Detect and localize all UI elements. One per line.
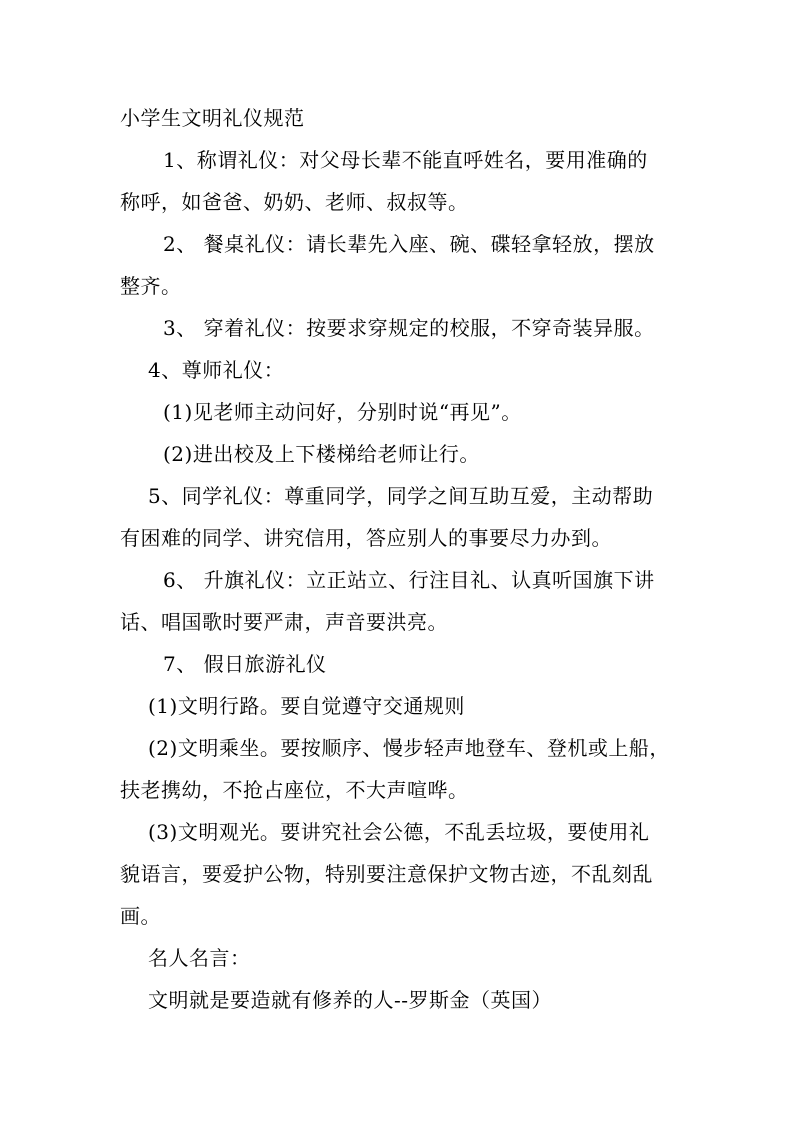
text-line: (1)文明行路。要自觉遵守交通规则 xyxy=(148,694,465,718)
text-line: 画。 xyxy=(120,904,161,928)
text-line: 貌语言，要爱护公物，特别要注意保护文物古迹，不乱刻乱 xyxy=(120,862,653,886)
text-line: 1、称谓礼仪：对父母长辈不能直呼姓名，要用准确的 xyxy=(163,148,648,172)
text-line: 3、 穿着礼仪：按要求穿规定的校服，不穿奇装异服。 xyxy=(163,316,655,340)
text-line: 称呼，如爸爸、奶奶、老师、叔叔等。 xyxy=(120,190,469,214)
text-line: 5、同学礼仪：尊重同学，同学之间互助互爱，主动帮助 xyxy=(148,484,654,508)
text-line: 整齐。 xyxy=(120,274,182,298)
text-line: 扶老携幼，不抢占座位，不大声喧哗。 xyxy=(120,778,469,802)
text-line: 6、 升旗礼仪：立正站立、行注目礼、认真听国旗下讲 xyxy=(163,568,655,592)
text-line: 名人名言： xyxy=(148,946,251,970)
text-line: 2、 餐桌礼仪：请长辈先入座、碗、碟轻拿轻放，摆放 xyxy=(163,232,655,256)
text-line: (2)进出校及上下楼梯给老师让行。 xyxy=(163,442,480,466)
text-line: (2)文明乘坐。要按顺序、慢步轻声地登车、登机或上船， xyxy=(148,736,670,760)
document-title: 小学生文明礼仪规范 xyxy=(120,106,305,130)
text-line: 有困难的同学、讲究信用，答应别人的事要尽力办到。 xyxy=(120,526,612,550)
text-line: (3)文明观光。要讲究社会公德，不乱丢垃圾，要使用礼 xyxy=(148,820,650,844)
text-line: (1)见老师主动问好，分别时说“再见”。 xyxy=(163,400,522,424)
text-line: 7、 假日旅游礼仪 xyxy=(163,652,327,676)
text-line: 话、唱国歌时要严肃，声音要洪亮。 xyxy=(120,610,448,634)
text-line: 4、尊师礼仪： xyxy=(148,358,285,382)
text-line: 文明就是要造就有修养的人--罗斯金（英国） xyxy=(148,988,553,1012)
